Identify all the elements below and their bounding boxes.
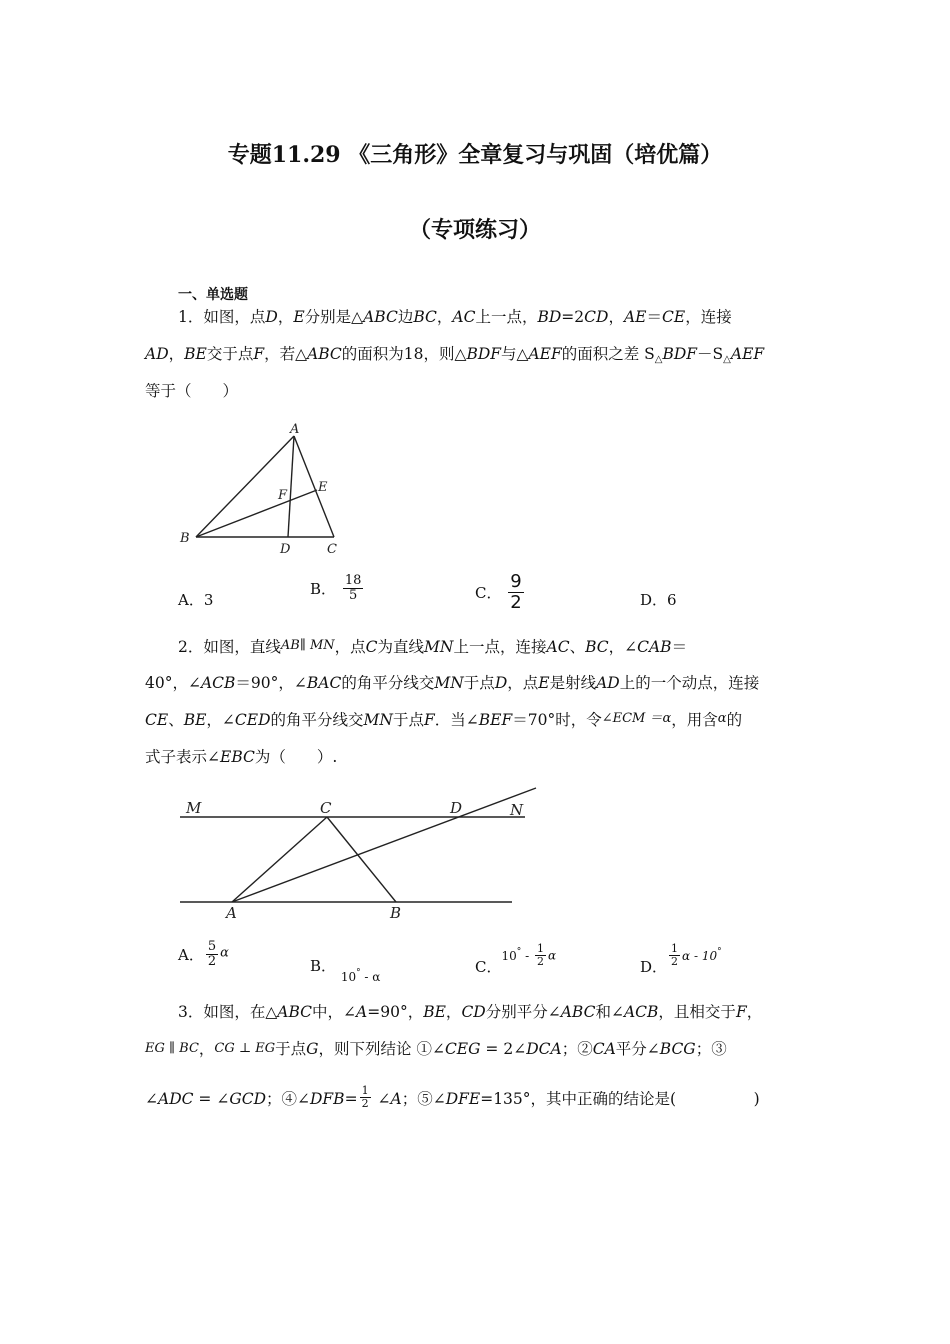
q1-option-a[interactable]: A．3 — [178, 591, 214, 609]
segment-ad — [288, 436, 294, 537]
point-label-b: B — [180, 531, 190, 546]
q1-option-d[interactable]: D．6 — [640, 591, 677, 609]
q2-option-b[interactable]: B． $_{10^\circ - \alpha}$ — [310, 957, 381, 984]
q2-option-c[interactable]: C．10° - $\frac{1}{2}$ α — [475, 942, 557, 976]
q2-option-a[interactable]: A． $\frac{5}{2}$ α — [178, 939, 229, 969]
segment-ab — [196, 436, 294, 537]
segment-ac — [294, 436, 334, 537]
q1-line-2: AD，BE交于点F，若△ABC的面积为18，则△BDF与△AEF的面积之差 $S_\triangle BDF-S_\triangle AEF$ — [145, 345, 765, 365]
point-label-m: M — [186, 799, 202, 817]
q2-line-1: 2．如图，直线AB∥ MN，点C为直线MN上一点，连接AC、BC，∠CAB＝ — [178, 638, 688, 656]
point-label-e: E — [318, 480, 328, 495]
q2-line-2: 40°，∠ACB＝90°，∠BAC的角平分线交MN于点D，点E是射线AD上的一个动点，连接 — [145, 674, 760, 692]
point-label-a: A — [226, 904, 237, 922]
page-subtitle: （专项练习） — [408, 217, 541, 243]
q1-triangle-figure — [170, 418, 370, 558]
point-label-c: C — [320, 799, 332, 817]
point-label-d: D — [450, 799, 463, 817]
q1-option-c[interactable]: C． $\frac{9}{2}$ — [475, 571, 522, 613]
ray-ad — [232, 788, 536, 902]
point-label-c: C — [327, 542, 337, 557]
point-label-f: F — [278, 488, 288, 503]
point-label-n: N — [510, 801, 524, 819]
q1-line-1: 1．如图，点D，E分别是△ABC边BC，AC上一点，BD=2CD，AE＝CE，连接 — [178, 308, 732, 326]
page-title: 专题11.29 《三角形》全章复习与巩固（培优篇） — [227, 142, 723, 168]
q2-line-4: 式子表示∠EBC为（ ）. — [145, 748, 338, 766]
point-label-a: A — [290, 422, 300, 437]
point-label-b: B — [390, 904, 402, 922]
q3-line-2: EG ∥ BC，CG ⊥ EG于点G，则下列结论 ①∠CEG = 2∠DCA；②CA平分∠BCG；③ — [145, 1040, 727, 1058]
q2-parallel-lines-figure — [170, 785, 550, 925]
q2-line-3: CE、BE，∠CED的角平分线交MN于点F．当∠BEF＝70°时，令∠ECM ＝α，用含α的 — [145, 711, 743, 729]
segment-ca — [232, 817, 327, 902]
q2-option-d[interactable]: D． $\frac{1}{2}$ α - 10° — [640, 942, 722, 976]
section-heading: 一、单选题 — [178, 287, 248, 303]
q3-line-1: 3．如图，在△ABC中，∠A=90°，BE，CD分别平分∠ABC和∠ACB，且相交于F， — [178, 1003, 763, 1021]
q3-line-3: ∠ADC = ∠GCD；④∠DFB= $\frac{1}{2}$ ∠A；⑤∠DFE=135°，其中正确的结论是( ) — [145, 1084, 760, 1110]
q1-option-b[interactable]: B． $\frac{18}{5}$ — [310, 573, 362, 603]
segment-cb — [327, 817, 396, 902]
segment-be — [196, 490, 317, 537]
q1-line-3: 等于（ ） — [145, 382, 239, 400]
point-label-d: D — [280, 542, 291, 557]
